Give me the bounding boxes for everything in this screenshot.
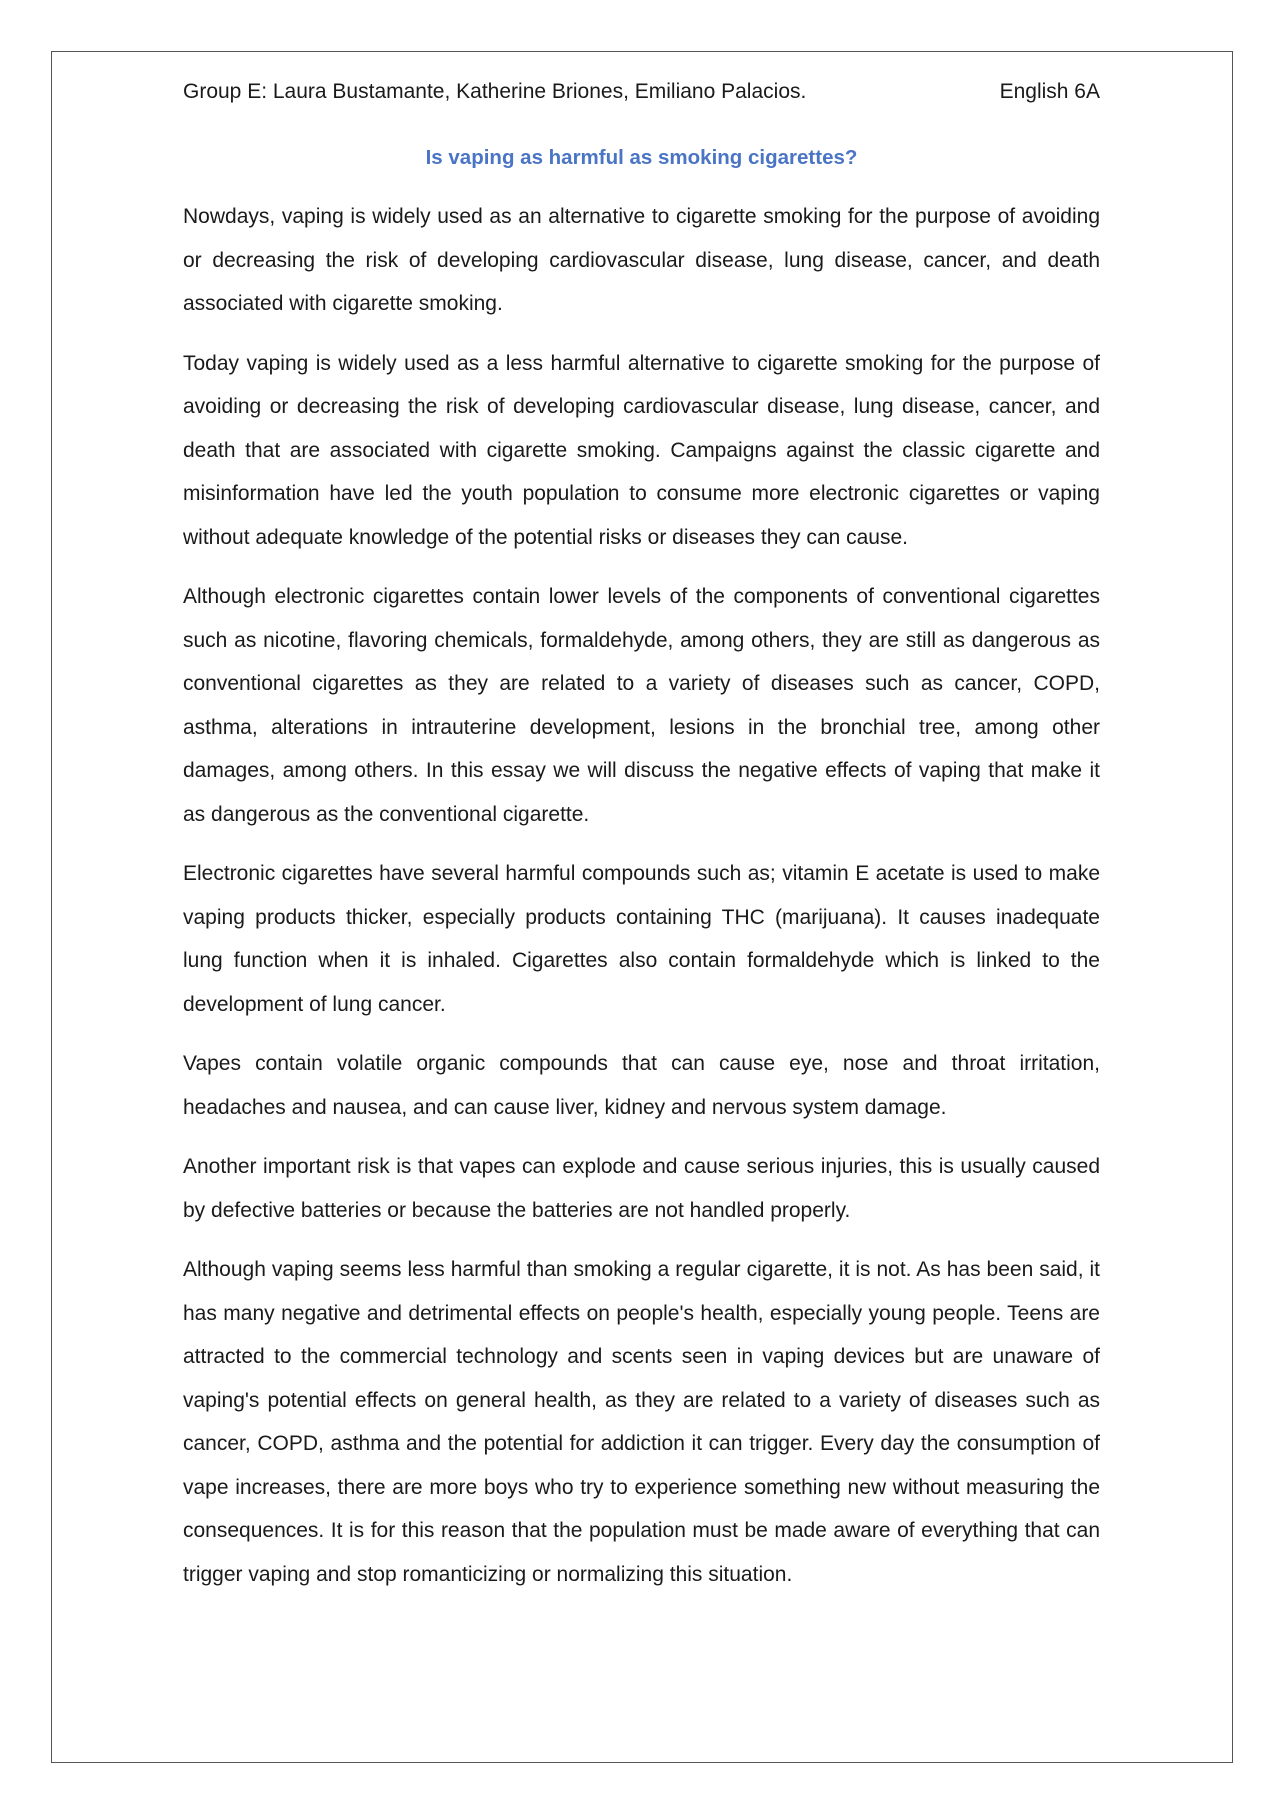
paragraph-5: Vapes contain volatile organic compounds that can cause eye, nose and throat irritation, headaches and nausea, and can cause liver, kidney and nervous system damage. <box>183 1052 1100 1119</box>
header-course: English 6A <box>999 80 1100 103</box>
paragraph-2: Today vaping is widely used as a less harmful alternative to cigarette smoking for the purpose of avoiding or decreasing the risk of developing cardiovascular disease, lung disease, cancer, and death that are associated with cigarette smoking. Campaigns against the classic cigarette and misinformation have led the youth population to consume more electronic cigarettes or vaping without adequate knowledge of the potential risks or diseases they can cause. <box>183 351 1100 549</box>
header-authors: Group E: Laura Bustamante, Katherine Briones, Emiliano Palacios. <box>183 80 807 103</box>
essay-title: Is vaping as harmful as smoking cigarettes? <box>425 146 858 169</box>
paragraph-1: Nowdays, vaping is widely used as an alternative to cigarette smoking for the purpose of avoiding or decreasing the risk of developing cardiovascular disease, lung disease, cancer, and death associated with cigarette smoking. <box>183 205 1100 315</box>
paragraph-7: Although vaping seems less harmful than smoking a regular cigarette, it is not. As has been said, it has many negative and detrimental effects on people's health, especially young people. Teens are attracted to the commercial technology and scents seen in vaping devices but are unaware of vaping's potential effects on general health, as they are related to a variety of diseases such as cancer, COPD, asthma and the potential for addiction it can trigger. Every day the consumption of vape increases, there are more boys who try to experience something new without measuring the consequences. It is for this reason that the population must be made aware of everything that can trigger vaping and stop romanticizing or normalizing this situation. <box>183 1258 1100 1586</box>
paragraph-6: Another important risk is that vapes can explode and cause serious injuries, this is usually caused by defective batteries or because the batteries are not handled properly. <box>183 1155 1100 1222</box>
page-header <box>183 74 1100 110</box>
paragraph-4: Electronic cigarettes have several harmful compounds such as; vitamin E acetate is used to make vaping products thicker, especially products containing THC (marijuana). It causes inadequate lung function when it is inhaled. Cigarettes also contain formaldehyde which is linked to the development of lung cancer. <box>183 862 1100 1016</box>
paragraph-3: Although electronic cigarettes contain lower levels of the components of conventional cigarettes such as nicotine, flavoring chemicals, formaldehyde, among others, they are still as dangerous as conventional cigarettes as they are related to a variety of diseases such as cancer, COPD, asthma, alterations in intrauterine development, lesions in the bronchial tree, among other damages, among others. In this essay we will discuss the negative effects of vaping that make it as dangerous as the conventional cigarette. <box>183 585 1100 826</box>
document-body <box>183 74 1100 1612</box>
